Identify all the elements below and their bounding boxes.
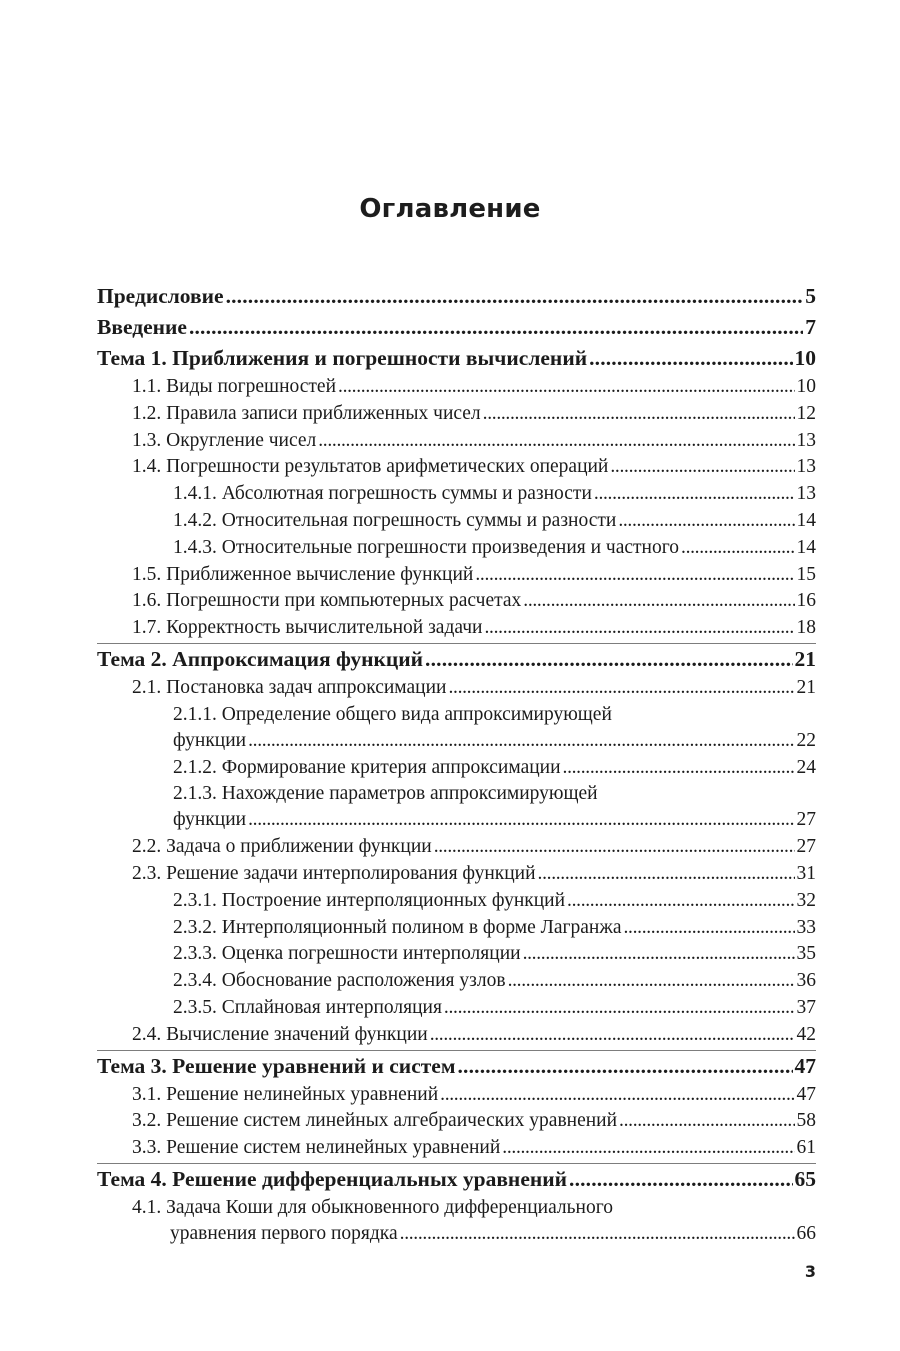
toc-entry-3-2[interactable] — [97, 1108, 816, 1135]
toc-entry-label: уравнения первого порядка — [170, 1222, 398, 1244]
toc-entry-label: 2.3.1. Построение интерполяционных функций — [173, 889, 566, 911]
toc-entry-page: 27 — [796, 836, 816, 858]
toc-entry-page: 13 — [796, 429, 816, 451]
toc-entry-page: 66 — [796, 1222, 816, 1244]
toc-leader-dots — [563, 755, 795, 782]
toc-entry-page: 14 — [796, 509, 816, 531]
toc-leader-dots — [226, 281, 804, 312]
toc-leader-dots — [248, 807, 794, 834]
toc-entry-topic-3[interactable] — [97, 1051, 816, 1082]
toc-entry-label: Тема 4. Решение дифференциальных уравнений — [97, 1166, 568, 1191]
toc-entry-label: 1.2. Правила записи приближенных чисел — [132, 402, 481, 424]
toc-leader-dots — [508, 968, 795, 995]
toc-entry-page: 65 — [794, 1166, 816, 1191]
toc-entry-label: 2.4. Вычисление значений функции — [132, 1023, 428, 1045]
toc-entry-label: 3.3. Решение систем нелинейных уравнений — [132, 1137, 501, 1159]
toc-entry-label: Тема 3. Решение уравнений и систем — [97, 1053, 456, 1078]
toc-leader-dots — [567, 888, 794, 915]
toc-leader-dots — [594, 481, 795, 508]
toc-leader-dots — [502, 1135, 794, 1162]
toc-entry-2-3-1[interactable] — [97, 888, 816, 915]
toc-entry-page: 24 — [796, 756, 816, 778]
toc-leader-dots — [523, 941, 795, 968]
toc-entry-page: 10 — [794, 346, 816, 370]
toc-leader-dots — [440, 1082, 794, 1109]
toc-entry-page: 58 — [796, 1110, 816, 1132]
toc-leader-dots — [619, 1108, 794, 1135]
toc-entry-label: 1.7. Корректность вычислительной задачи — [132, 617, 483, 639]
toc-entry-label: 2.3. Решение задачи интерполирования функций — [132, 862, 536, 884]
toc-leader-dots — [681, 535, 794, 562]
page-title: Оглавление — [359, 194, 541, 224]
toc-leader-dots — [458, 1051, 793, 1082]
toc-entry-page: 31 — [796, 862, 816, 884]
toc-entry-page: 21 — [794, 646, 816, 671]
toc-entry-page: 47 — [796, 1083, 816, 1105]
toc-entry-page: 7 — [805, 315, 816, 339]
toc-entry-topic-2[interactable] — [97, 644, 816, 675]
toc-entry-label: 1.4. Погрешности результатов арифметических операций — [132, 456, 609, 478]
toc-entry-1-4-1[interactable] — [97, 481, 816, 508]
toc-leader-dots — [318, 428, 794, 455]
toc-entry-label: 3.2. Решение систем линейных алгебраических уравнений — [132, 1110, 618, 1132]
toc-entry-label: функции — [173, 729, 247, 751]
toc-entry-1-4-2[interactable] — [97, 508, 816, 535]
toc-entry-page: 12 — [796, 402, 816, 424]
toc-leader-dots — [475, 562, 794, 589]
toc-entry-3-1[interactable] — [97, 1082, 816, 1109]
toc-entry-label: 1.4.3. Относительные погрешности произведения и частного — [173, 536, 680, 558]
toc-entry-page: 10 — [796, 376, 816, 397]
table-of-contents — [97, 281, 816, 1248]
toc-entry-2-3-5[interactable] — [97, 995, 816, 1022]
toc-entry-2-1-2[interactable] — [97, 755, 816, 782]
toc-entry-page: 16 — [796, 590, 816, 612]
toc-entry-2-3-3[interactable] — [97, 941, 816, 968]
toc-entry-label: функции — [173, 809, 247, 831]
toc-entry-label: 2.1.2. Формирование критерия аппроксимации — [173, 756, 561, 778]
toc-entry-4-1[interactable] — [97, 1221, 816, 1248]
toc-leader-dots — [338, 374, 794, 401]
toc-entry-1-2[interactable] — [97, 401, 816, 428]
toc-entry-label: 1.6. Погрешности при компьютерных расчетах — [132, 590, 522, 612]
toc-entry-label: 1.4.1. Абсолютная погрешность суммы и разности — [173, 483, 592, 505]
toc-entry-3-3[interactable] — [97, 1135, 816, 1162]
toc-entry-page: 37 — [796, 996, 816, 1018]
toc-entry-1-1[interactable] — [97, 374, 816, 401]
toc-entry-1-4[interactable] — [97, 454, 816, 481]
toc-entry-label: 1.5. Приближенное вычисление функций — [132, 563, 474, 585]
toc-entry-page: 18 — [796, 617, 816, 639]
toc-entry-1-7[interactable] — [97, 615, 816, 642]
toc-leader-dots — [483, 401, 795, 428]
toc-leader-dots — [448, 675, 794, 702]
toc-entry-page: 5 — [805, 284, 816, 308]
toc-leader-dots — [610, 454, 794, 481]
toc-entry-2-3-2[interactable] — [97, 915, 816, 942]
toc-leader-dots — [618, 508, 794, 535]
toc-leader-dots — [248, 728, 794, 755]
toc-entry-label: 1.1. Виды погрешностей — [132, 376, 337, 397]
toc-entry-page: 42 — [796, 1023, 816, 1045]
toc-entry-page: 33 — [796, 916, 816, 938]
toc-entry-2-1-1[interactable] — [97, 728, 816, 755]
toc-entry-page: 27 — [796, 809, 816, 831]
toc-entry-page: 13 — [796, 483, 816, 505]
toc-entry-1-5[interactable] — [97, 562, 816, 589]
toc-entry-page: 21 — [796, 676, 816, 698]
toc-entry-preface[interactable] — [97, 281, 816, 312]
toc-entry-label: 3.1. Решение нелинейных уравнений — [132, 1083, 439, 1105]
toc-entry-topic-4[interactable] — [97, 1164, 816, 1195]
toc-entry-2-3-4[interactable] — [97, 968, 816, 995]
toc-leader-dots — [523, 588, 794, 615]
toc-entry-page: 13 — [796, 456, 816, 478]
toc-entry-label: 1.4.2. Относительная погрешность суммы и разности — [173, 509, 617, 531]
toc-entry-page: 32 — [796, 889, 816, 911]
page-number: 3 — [804, 1262, 816, 1281]
toc-entry-1-3[interactable] — [97, 428, 816, 455]
toc-entry-label: 2.3.5. Сплайновая интерполяция — [173, 996, 442, 1018]
toc-entry-label: 2.1. Постановка задач аппроксимации — [132, 676, 447, 698]
toc-entry-1-6[interactable] — [97, 588, 816, 615]
toc-leader-dots — [485, 615, 795, 642]
toc-entry-2-1-1-title[interactable]: 2.1.1. Определение общего вида аппроксимирующей — [173, 703, 612, 725]
toc-entry-label: 2.3.2. Интерполяционный полином в форме Лагранжа — [173, 916, 622, 938]
toc-entry-label: 2.3.3. Оценка погрешности интерполяции — [173, 943, 521, 965]
toc-entry-page: 22 — [796, 729, 816, 751]
toc-entry-2-4[interactable] — [97, 1022, 816, 1049]
toc-entry-4-1-title[interactable]: 4.1. Задача Коши для обыкновенного дифференциального — [132, 1196, 614, 1218]
toc-entry-label: Введение — [97, 315, 187, 339]
toc-leader-dots — [425, 644, 792, 675]
toc-entry-1-4-3[interactable] — [97, 535, 816, 562]
toc-entry-intro[interactable] — [97, 312, 816, 343]
toc-entry-label: 2.3.4. Обоснование расположения узлов — [173, 970, 506, 992]
toc-entry-page: 35 — [796, 943, 816, 965]
toc-entry-label: Предисловие — [97, 284, 224, 308]
toc-entry-label: Тема 2. Аппроксимация функций — [97, 646, 424, 671]
toc-entry-topic-1[interactable] — [97, 343, 816, 374]
toc-entry-2-1-3-title[interactable]: 2.1.3. Нахождение параметров аппроксимирующей — [173, 783, 598, 805]
toc-entry-label: 2.2. Задача о приближении функции — [132, 836, 432, 858]
toc-leader-dots — [569, 1164, 792, 1195]
toc-leader-dots — [444, 995, 795, 1022]
toc-leader-dots — [400, 1221, 795, 1248]
toc-entry-page: 15 — [796, 563, 816, 585]
toc-entry-label: Тема 1. Приближения и погрешности вычислений — [97, 346, 588, 370]
toc-entry-page: 47 — [794, 1053, 816, 1078]
toc-leader-dots — [624, 915, 795, 942]
toc-entry-2-1[interactable] — [97, 675, 816, 702]
toc-entry-label: 1.3. Округление чисел — [132, 429, 317, 451]
toc-leader-dots — [589, 343, 792, 374]
toc-entry-page: 36 — [796, 970, 816, 992]
toc-entry-page: 61 — [796, 1137, 816, 1159]
toc-leader-dots — [538, 861, 795, 888]
toc-entry-2-2[interactable] — [97, 834, 816, 861]
toc-entry-2-1-3[interactable] — [97, 807, 816, 834]
toc-leader-dots — [434, 834, 795, 861]
toc-leader-dots — [430, 1022, 795, 1049]
toc-entry-2-3[interactable] — [97, 861, 816, 888]
toc-leader-dots — [189, 312, 803, 343]
toc-entry-page: 14 — [796, 536, 816, 558]
